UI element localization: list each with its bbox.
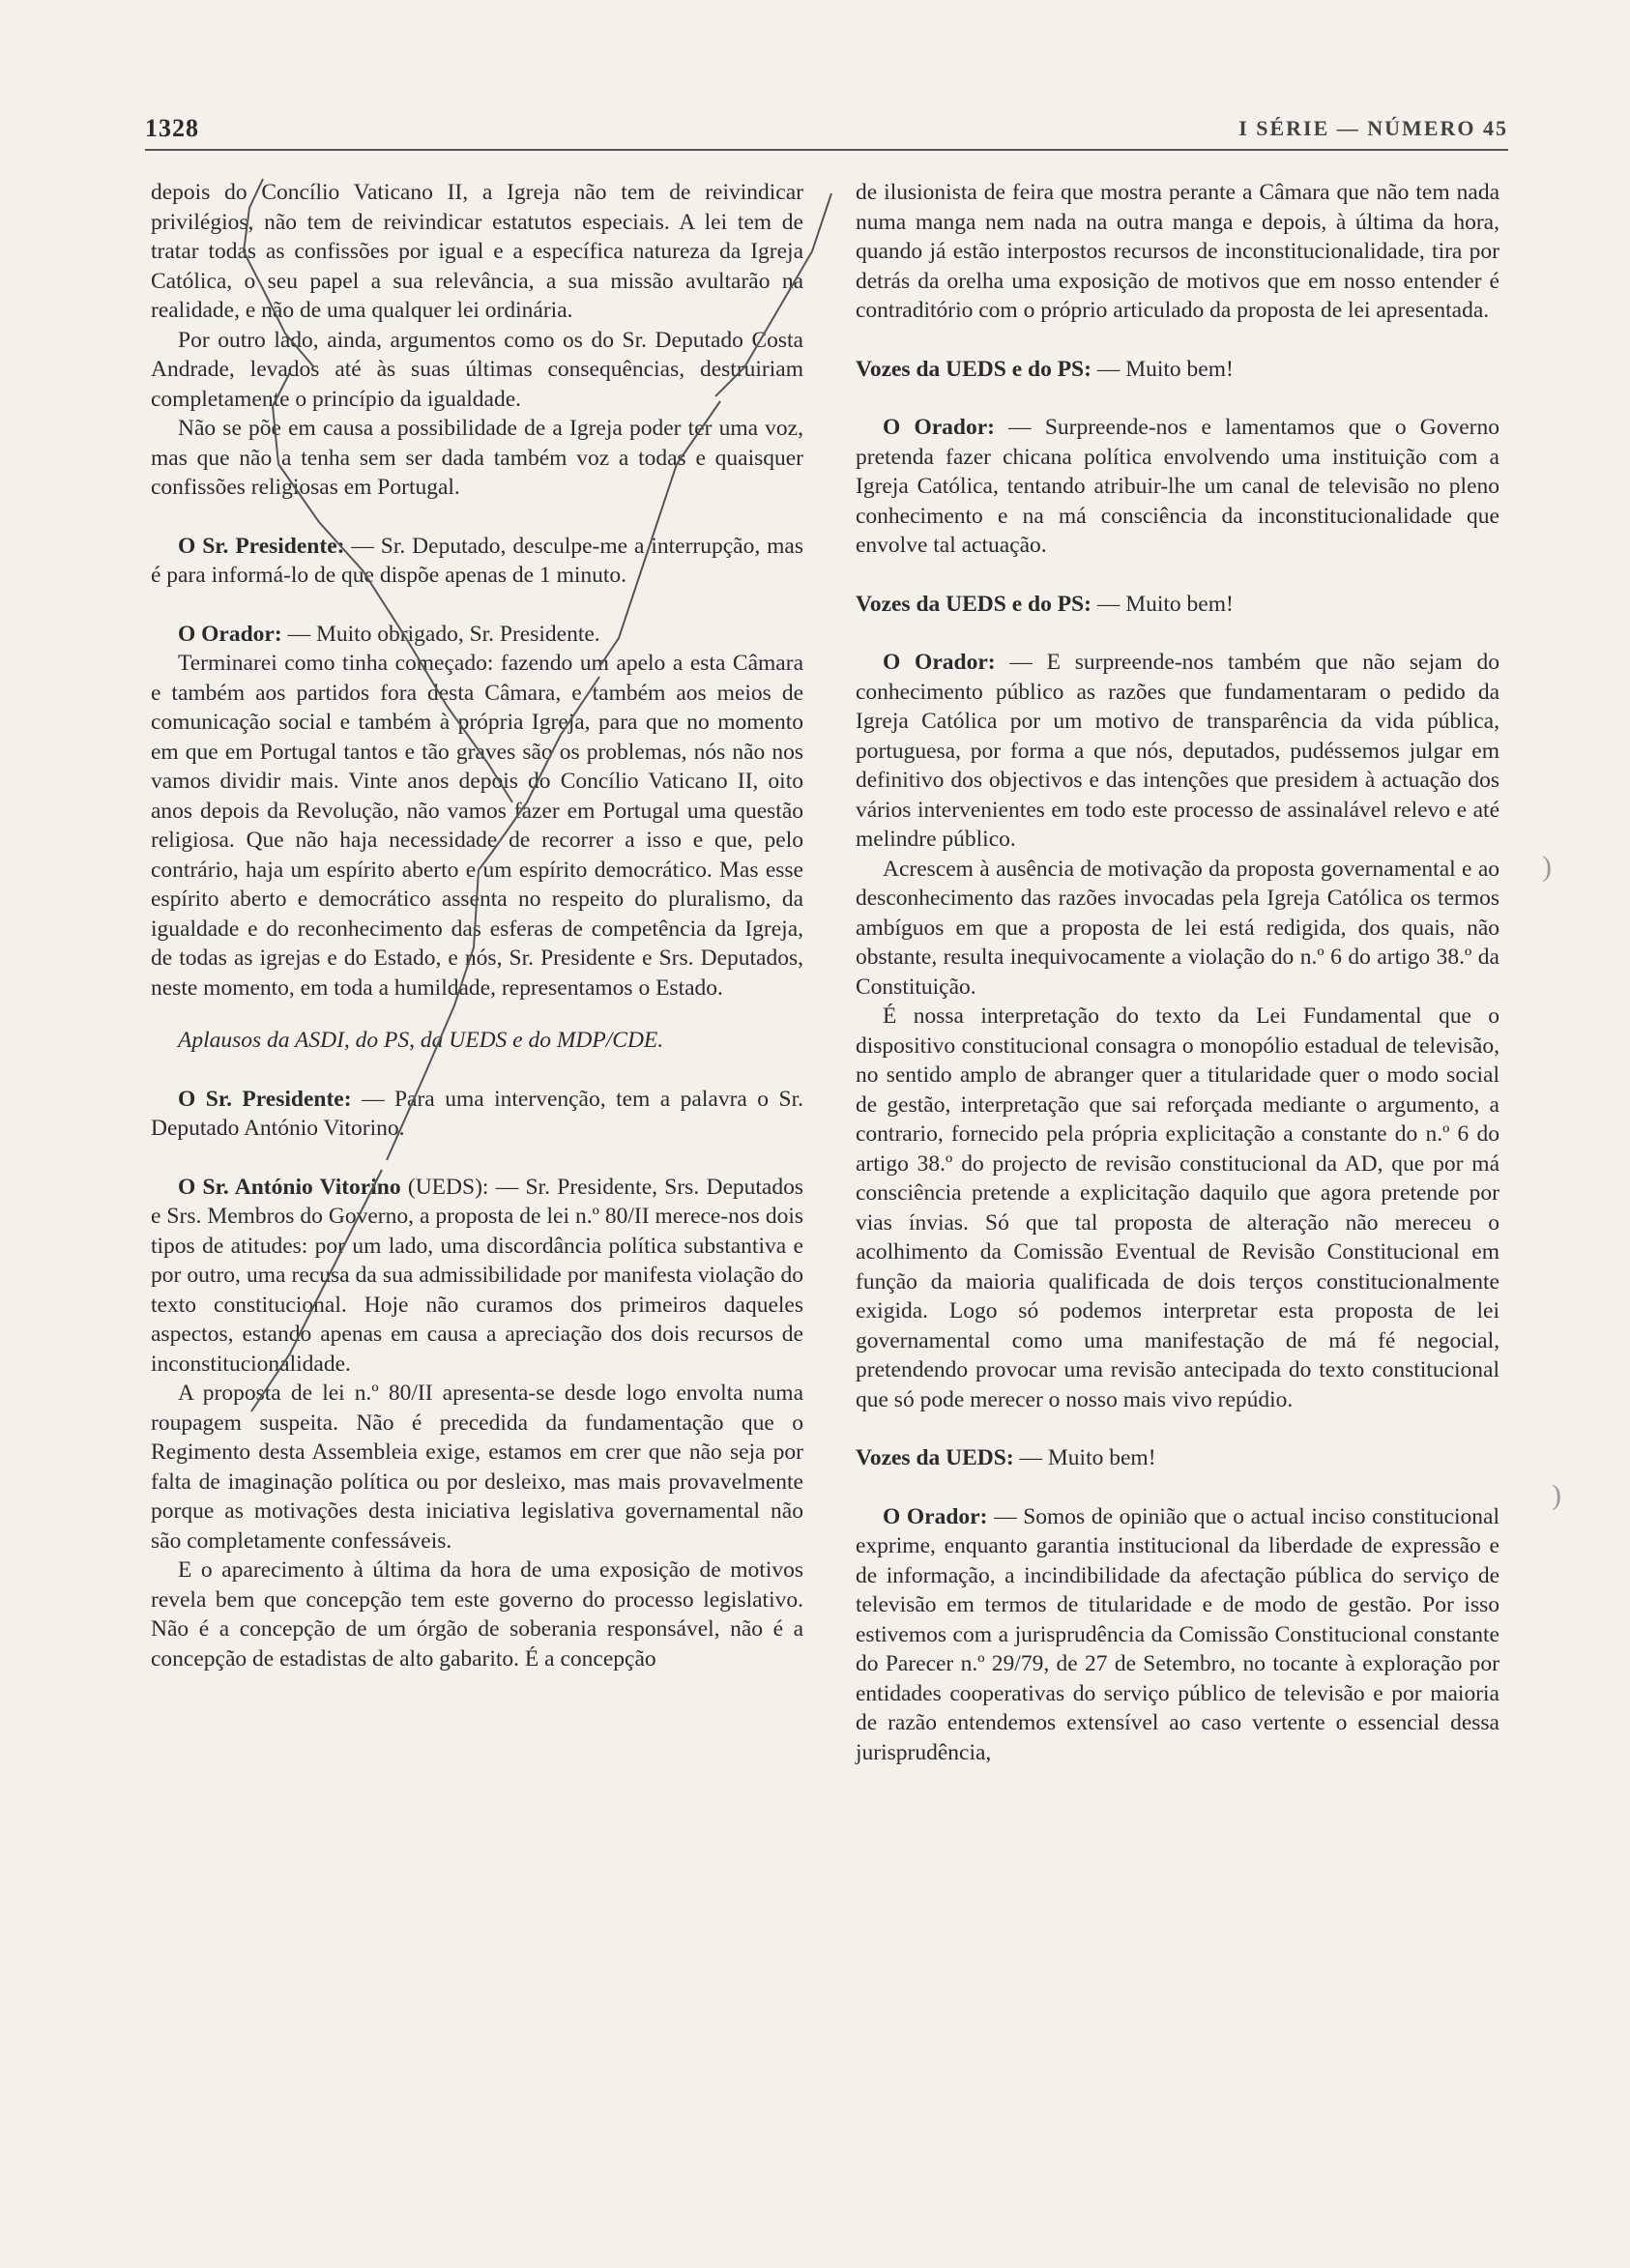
speaker-name: O Sr. Presidente: [178,1086,352,1112]
speech-paragraph [151,620,803,650]
speech-paragraph [856,413,1499,561]
margin-mark: ) [1542,851,1552,883]
speech-text: — E surpreende-nos também que não sejam do conhecimento público as razões que fundamentaram o pedido da Igreja Católica por um motivo de transparência da vida pública, portuguesa, por forma a que nós, deputados, pudéssemos julgar em definitivo dos objectivos e das intenções que presidem à actuação dos vários intervenientes em todo este processo de assinalável relevo e até melindre público. [856,650,1499,852]
speech-text: — Muito bem! [1096,591,1234,617]
speech-paragraph [151,1085,803,1144]
voices-interjection [856,1443,1499,1473]
series-label: I SÉRIE — NÚMERO 45 [1238,116,1508,140]
speech-text: — Surpreende-nos e lamentamos que o Governo pretenda fazer chicana política envolvendo uma instituição com a Igreja Católica, tentando atribuir-lhe um canal de televisão no pleno conhecimento e na má consciência da inconstitucionalidade que envolve tal actuação. [856,415,1500,558]
speech-paragraph [856,648,1499,855]
speech-paragraph [856,1502,1499,1768]
speaker-name: O Orador: [883,415,995,440]
speaker-name: Vozes da UEDS e do PS: [856,591,1092,617]
speech-text: — Para uma intervenção, tem a palavra o Sr. Deputado António Vitorino. [151,1086,803,1141]
speech-text: — Somos de opinião que o actual inciso constitucional exprime, enquanto garantia institucional da liberdade de expressão e de informação, a incindibilidade da afectação pública do serviço de televisão em termos de titularidade e de modo de gestão. Por isso estivemos com a jurisprudência da Comissão Constitucional constante do Parecer n.º 29/79, de 27 de Setembro, no tocante à exploração por entidades cooperativas do serviço público de televisão e por maioria de razão entendemos extensível ao caso vertente o essencial dessa jurisprudência, [856,1503,1499,1765]
speech-text: (UEDS): — Sr. Presidente, Srs. Deputados e Srs. Membros do Governo, a proposta de lei n.º 80/II merece-nos dois tipos de atitudes: por um lado, uma discordância política substantiva e por outro, uma recusa da sua admissibilidade por manifesta violação do texto constitucional. Hoje não curamos dos primeiros daqueles aspectos, estando apenas em causa a apreciação dos dois recursos de inconstitucionalidade. [151,1174,803,1377]
speech-text: — Sr. Deputado, desculpe-me a interrupção, mas é para informá-lo de que dispõe apenas de 1 minuto. [151,533,803,588]
applause-note: Aplausos da ASDI, do PS, da UEDS e do MDP/CDE. [178,1028,664,1053]
speaker-name: O Orador: [883,1503,988,1529]
speaker-name: Vozes da UEDS: [856,1445,1014,1470]
voices-interjection [856,590,1499,620]
speaker-name: O Orador: [883,650,996,675]
paragraph: Terminarei como tinha começado: fazendo um apelo a esta Câmara e também aos partidos fora desta Câmara, e também aos meios de comunicação social e também à própria Igreja, para que no momento em que em Portugal tantos e tão graves são os problemas, nós não nos vamos dividir mais. Vinte anos depois do Concílio Vaticano II, oito anos depois da Revolução, não vamos fazer em Portugal uma questão religiosa. Que não haja necessidade de recorrer a isso e que, pelo contrário, haja um espírito aberto e um espírito democrático. Mas esse espírito aberto e democrático assenta no respeito do pluralismo, da igualdade e do reconhecimento das esferas de competência da Igreja, de todas as igrejas e do Estado, e nós, Sr. Presidente e Srs. Deputados, neste momento, em toda a humildade, representamos o Estado. [151,651,803,1001]
speaker-name: O Sr. Presidente: [178,533,345,559]
speech-text: — Muito bem! [1096,356,1234,382]
voices-interjection [856,355,1499,385]
speaker-name: O Orador: [178,621,282,647]
speech-text: — Muito bem! [1019,1445,1156,1470]
right-column [856,178,1499,1767]
paragraph: de ilusionista de feira que mostra perante a Câmara que não tem nada numa manga nem nada na outra manga e depois, à última da hora, quando já estão interpostos recursos de inconstitucionalidade, tira por detrás da orelha uma exposição de motivos que em nosso entender é contraditório com o próprio articulado da proposta de lei apresentada. [856,180,1499,323]
paragraph: É nossa interpretação do texto da Lei Fundamental que o dispositivo constitucional consagra o monopólio estadual de televisão, no sentido amplo de abranger quer a titularidade quer o modo social de gestão, interpretação que sai reforçada mediante o argumento, a contrario, fornecido pela própria explicitação a constante do n.º 6 do artigo 38.º do projecto de revisão constitucional da AD, que por má consciência pretende a explicitação daquilo que agora pretende por vias ínvias. Só que tal proposta de alteração não mereceu o acolhimento da Comissão Eventual de Revisão Constitucional em função da maioria qualificada de dois terços constitucionalmente exigida. Logo só podemos interpretar esta proposta de lei governamental como uma manifestação de má fé negocial, pretendendo provocar uma revisão antecipada do texto constitucional que só pode merecer o nosso mais vivo repúdio. [856,1003,1499,1412]
speech-paragraph [151,532,803,591]
speech-paragraph [151,1173,803,1380]
paragraph: Por outro lado, ainda, argumentos como os do Sr. Deputado Costa Andrade, levados até às suas últimas consequências, destruiriam completamente o princípio da igualdade. [151,327,803,412]
paragraph: E o aparecimento à última da hora de uma exposição de motivos revela bem que concepção tem este governo do processo legislativo. Não é a concepção de um órgão de soberania responsável, não é a concepção de estadistas de alto gabarito. É a concepção [151,1557,803,1672]
page-number: 1328 [145,114,199,142]
left-column [151,178,803,1673]
paragraph: Acrescem à ausência de motivação da proposta governamental e ao desconhecimento das razões invocadas pela Igreja Católica os termos ambíguos em que a proposta de lei está redigida, dos quais, não obstante, resulta inequivocamente a violação do n.º 6 do artigo 38.º da Constituição. [856,856,1499,1000]
paragraph: depois do Concílio Vaticano II, a Igreja não tem de reivindicar privilégios, não tem de reivindicar estatutos especiais. A lei tem de tratar todas as confissões por igual e a específica natureza da Igreja Católica, o seu papel a sua relevância, a sua missão avultarão na realidade, e não de uma qualquer lei ordinária. [151,180,803,323]
paragraph: A proposta de lei n.º 80/II apresenta-se desde logo envolta numa roupagem suspeita. Não é precedida da fundamentação que o Regimento desta Assembleia exige, estamos em crer que não seja por falta de imaginação política ou por desleixo, mas mais provavelmente porque as motivações desta iniciativa legislativa governamental não são completamente confessáveis. [151,1381,803,1554]
paragraph: Não se põe em causa a possibilidade de a Igreja poder ter uma voz, mas que não a tenha sem ser dada também voz a todas e quaisquer confissões religiosas em Portugal. [151,416,803,500]
page-header [145,110,1508,151]
speaker-name: O Sr. António Vitorino [178,1174,401,1200]
speech-text: — Muito obrigado, Sr. Presidente. [287,621,600,647]
margin-mark: ) [1552,1479,1561,1511]
speaker-name: Vozes da UEDS e do PS: [856,356,1092,382]
